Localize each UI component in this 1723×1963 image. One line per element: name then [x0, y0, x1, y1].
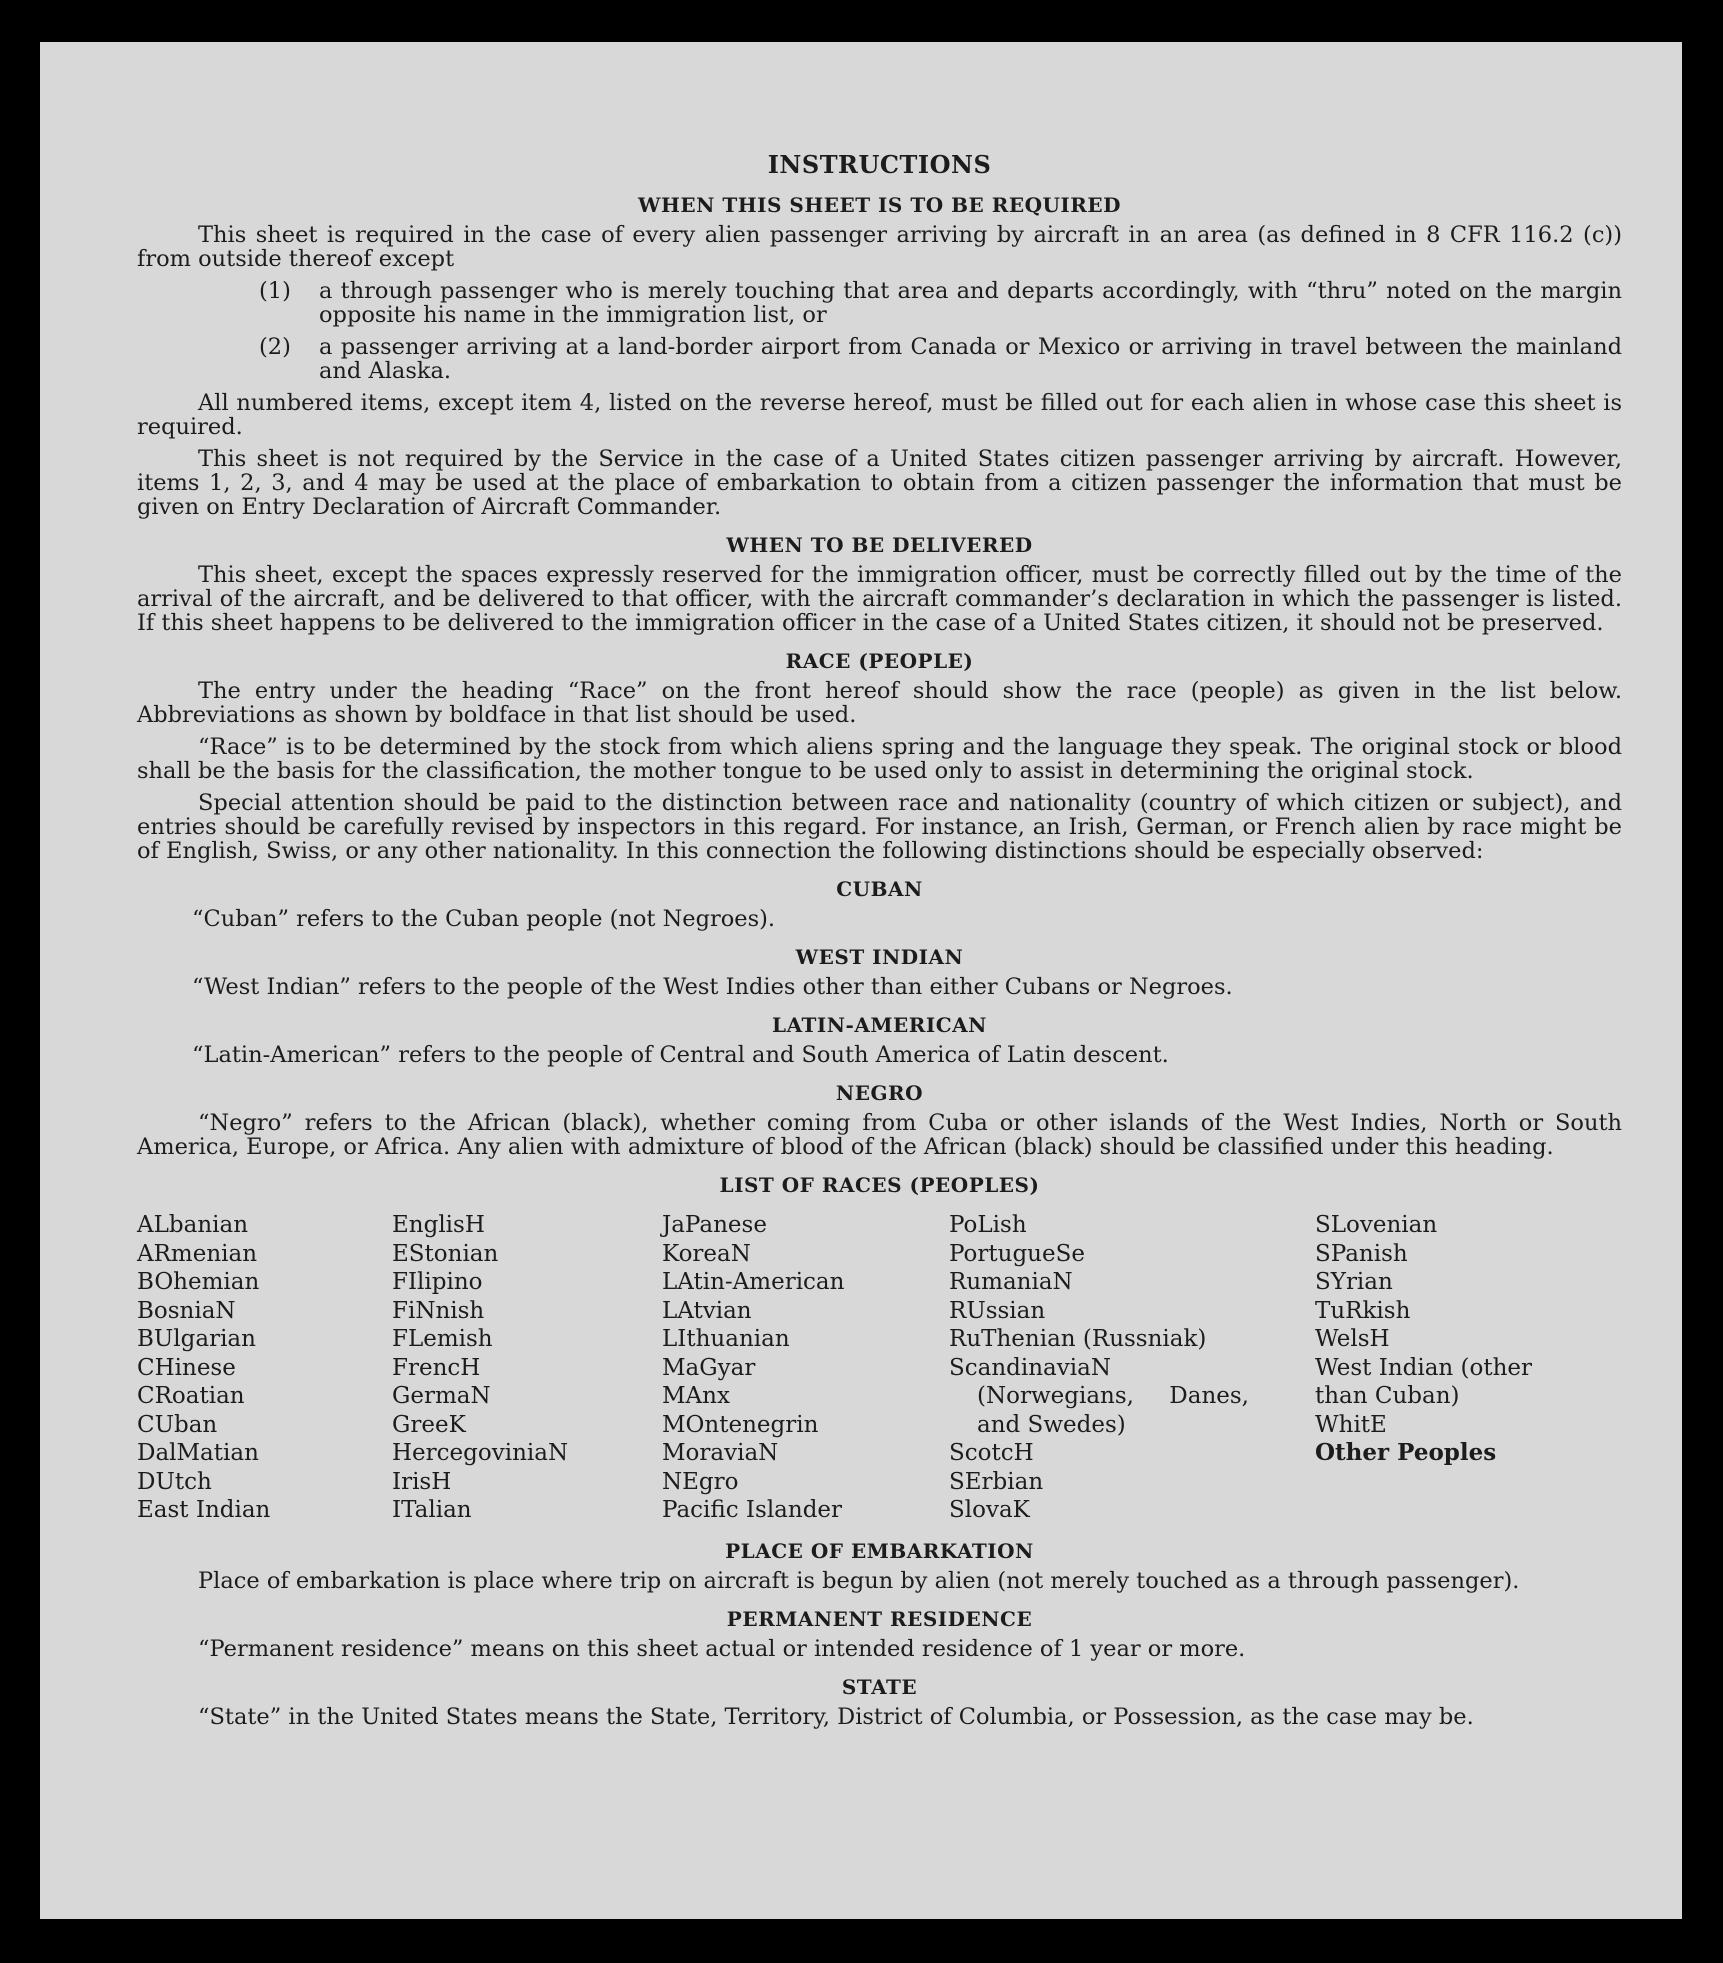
race-item: LAtvian	[662, 1297, 752, 1324]
races-column-2	[392, 1211, 662, 1525]
race-item: FrencH	[392, 1354, 481, 1381]
paragraph: Place of embarkation is place where trip on aircraft is begun by alien (not merely touched as a through passenger).	[198, 1567, 1520, 1594]
races-column-4	[949, 1211, 1249, 1525]
race-item: ARmenian	[137, 1240, 258, 1267]
heading-state: STATE	[841, 1674, 918, 1699]
item-text: a through passenger who is merely touching that area and departs accordingly, with “thru” noted on the margin opposite his name in the immigration list, or	[319, 278, 1622, 328]
races-list	[137, 1211, 1622, 1525]
race-item: FIlipino	[392, 1269, 483, 1295]
paragraph: This sheet is required in the case of every alien passenger arriving by aircraft in an area (as defined in 8 CFR 116.2 (c)) from outside thereof except	[137, 222, 1622, 272]
heading-permanent-residence: PERMANENT RESIDENCE	[726, 1606, 1033, 1631]
race-item: ScandinaviaN (Norwegians, Danes, and Swedes)	[949, 1354, 1249, 1438]
race-item: Pacific Islander	[662, 1497, 843, 1523]
paragraph: “Permanent residence” means on this sheet actual or intended residence of 1 year or more.	[198, 1635, 1246, 1662]
paragraph: This sheet is not required by the Service in the case of a United States citizen passenger arriving by aircraft. However, items 1, 2, 3, and 4 may be used at the place of embarkation to obtain from a citizen passenger the information that must be given on Entry Declaration of Aircraft Commander.	[137, 446, 1622, 520]
races-column-1	[137, 1211, 392, 1525]
race-item: DalMatian	[137, 1440, 259, 1466]
race-item: MOntenegrin	[662, 1411, 819, 1438]
race-item: EnglisH	[392, 1212, 485, 1238]
race-item: PortugueSe	[949, 1240, 1085, 1267]
race-item: MaGyar	[662, 1354, 756, 1381]
list-item	[137, 279, 1622, 327]
race-item: BUlgarian	[137, 1326, 256, 1352]
race-item: LAtin-American	[662, 1269, 845, 1295]
race-item: GreeK	[392, 1411, 466, 1438]
races-column-5	[1315, 1211, 1585, 1525]
paragraph: Special attention should be paid to the distinction between race and nationality (country of which citizen or subject), and entries should be carefully revised by inspectors in this regard. For instance, an Irish, German, or French alien by race might be of English, Swiss, or any other nationality. In this connection the following distinctions should be especially observed:	[137, 790, 1622, 864]
race-item: RUssian	[949, 1297, 1046, 1324]
race-item: CHinese	[137, 1354, 236, 1381]
heading-when-delivered: WHEN TO BE DELIVERED	[726, 533, 1033, 557]
race-item: MoraviaN	[662, 1440, 779, 1466]
race-item: FiNnish	[392, 1297, 485, 1324]
race-item: SErbian	[949, 1468, 1044, 1495]
paragraph: All numbered items, except item 4, listed on the reverse hereof, must be filled out for each alien in whose case this sheet is required.	[137, 390, 1622, 440]
race-item: HercegoviniaN	[392, 1440, 569, 1466]
race-item: East Indian	[137, 1497, 271, 1523]
race-item: SYrian	[1315, 1269, 1393, 1295]
race-item: BosniaN	[137, 1297, 236, 1324]
race-item: ITalian	[392, 1497, 472, 1523]
race-item: SPanish	[1315, 1240, 1408, 1267]
race-item: CUban	[137, 1411, 218, 1438]
race-item: ScotcH	[949, 1440, 1034, 1466]
list-item	[137, 335, 1622, 383]
heading-latin-american: LATIN-AMERICAN	[772, 1013, 987, 1037]
heading-place-of-embarkation: PLACE OF EMBARKATION	[725, 1538, 1034, 1563]
paragraph: “Negro” refers to the African (black), whether coming from Cuba or other islands of the West Indies, North or South America, Europe, or Africa. Any alien with admixture of blood of the African (black) should be classified under this heading.	[137, 1110, 1622, 1160]
race-item: DUtch	[137, 1468, 212, 1495]
race-item: WelsH	[1315, 1326, 1390, 1352]
race-item: FLemish	[392, 1326, 493, 1352]
heading-negro: NEGRO	[835, 1081, 924, 1105]
paragraph: “Race” is to be determined by the stock from which aliens spring and the language they speak. The original stock or blood shall be the basis for the classification, the mother tongue to be used only to assist in determining the original stock.	[137, 734, 1622, 784]
paragraph: “Latin-American” refers to the people of Central and South America of Latin descent.	[192, 1042, 1169, 1068]
race-item: NEgro	[662, 1468, 739, 1495]
race-item: KoreaN	[662, 1240, 751, 1267]
race-item: MAnx	[662, 1383, 730, 1409]
item-number: (1)	[259, 278, 291, 304]
heading-race: RACE (PEOPLE)	[785, 649, 974, 673]
races-column-3	[662, 1211, 949, 1525]
race-item: West Indian (other than Cuban)	[1315, 1354, 1533, 1409]
heading-cuban: CUBAN	[836, 877, 923, 901]
race-item: IrisH	[392, 1468, 452, 1495]
race-item: TuRkish	[1315, 1297, 1411, 1324]
race-item: WhitE	[1315, 1411, 1387, 1438]
race-item: RumaniaN	[949, 1269, 1073, 1295]
race-item: GermaN	[392, 1383, 491, 1409]
race-item: ALbanian	[137, 1212, 249, 1238]
paragraph: The entry under the heading “Race” on the front hereof should show the race (people) as given in the list below. Abbreviations as shown by boldface in that list should be used.	[137, 678, 1622, 728]
race-item: BOhemian	[137, 1269, 260, 1295]
heading-when-required: WHEN THIS SHEET IS TO BE REQUIRED	[638, 193, 1121, 217]
race-item: RuThenian (Russniak)	[949, 1326, 1207, 1352]
race-item: SlovaK	[949, 1497, 1030, 1523]
item-number: (2)	[259, 334, 291, 360]
heading-west-indian: WEST INDIAN	[795, 945, 964, 969]
document-page	[40, 42, 1682, 1919]
race-item: JaPanese	[662, 1212, 767, 1238]
race-item: Other Peoples	[1315, 1439, 1497, 1466]
paragraph: “State” in the United States means the State, Territory, District of Columbia, or Possession, as the case may be.	[198, 1703, 1474, 1730]
race-item: SLovenian	[1315, 1212, 1438, 1238]
race-item: EStonian	[392, 1240, 499, 1267]
paragraph: “West Indian” refers to the people of the West Indies other than either Cubans or Negroes.	[192, 974, 1233, 1000]
page-title: INSTRUCTIONS	[767, 150, 992, 179]
heading-list-of-races: LIST OF RACES (PEOPLES)	[719, 1173, 1040, 1197]
item-text: a passenger arriving at a land-border airport from Canada or Mexico or arriving in travel between the mainland and Alaska.	[319, 334, 1622, 384]
race-item: LIthuanian	[662, 1326, 790, 1352]
paragraph: “Cuban” refers to the Cuban people (not Negroes).	[192, 906, 776, 932]
race-item: CRoatian	[137, 1383, 245, 1409]
race-item: PoLish	[949, 1212, 1027, 1238]
document-content	[137, 104, 1622, 1737]
paragraph: This sheet, except the spaces expressly reserved for the immigration officer, must be correctly filled out by the time of the arrival of the aircraft, and be delivered to that officer, with the aircraft commander’s declaration in which the passenger is listed. If this sheet happens to be delivered to the immigration officer in the case of a United States citizen, it should not be preserved.	[137, 562, 1622, 636]
